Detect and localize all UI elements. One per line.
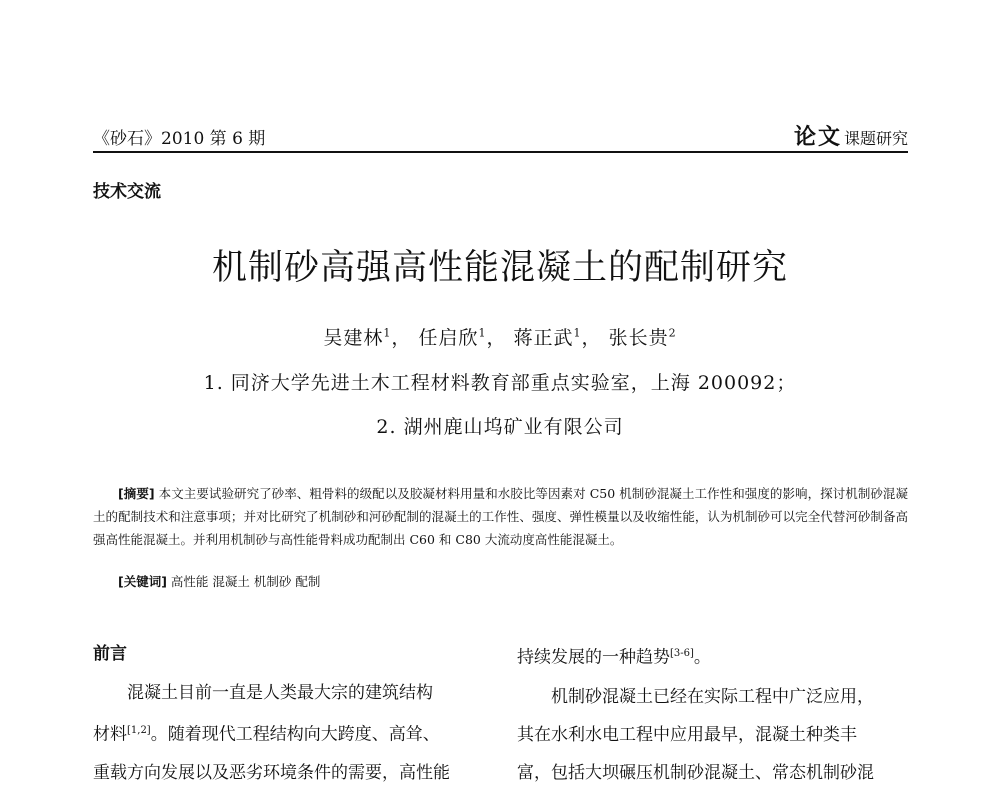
journal-issue: 《砂石》2010 第 6 期 (93, 129, 266, 149)
author-name: 张长贵 (608, 327, 669, 349)
body-column-left (93, 640, 488, 792)
section-heading-preface: 前言 (93, 644, 127, 664)
body-line: 混凝土目前一直是人类最大宗的建筑结构 (127, 683, 433, 703)
body-line: 重载方向发展以及恶劣环境条件的需要，高性能 (93, 762, 450, 783)
section-label: 技术交流 (93, 182, 161, 202)
column-tag (794, 120, 908, 151)
paper-title: 机制砂高强高性能混凝土的配制研究 (211, 248, 788, 288)
citation-ref: [1,2] (127, 725, 151, 736)
header-rule (93, 151, 908, 153)
affiliation-1: 1. 同济大学先进土木工程材料教育部重点实验室，上海 200092； (203, 372, 797, 394)
running-header (93, 120, 908, 154)
body-text: 。 (693, 647, 711, 668)
body-line (517, 640, 912, 672)
abstract-label: [摘要] (118, 486, 155, 501)
abstract (93, 482, 908, 551)
author-affil-mark: 2 (668, 326, 677, 340)
author-name: 吴建林 (323, 327, 384, 349)
body-text: 持续发展的一种趋势 (517, 647, 670, 668)
author-list: 吴建林$^1$， 任启欣$^1$， 蒋正武$^1$， 张长贵$^2$ (323, 326, 677, 349)
author-affil-mark: 1 (383, 326, 392, 340)
author-name: 蒋正武 (513, 327, 574, 349)
body-line: 其在水利水电工程中应用最早，混凝土种类丰 (517, 724, 857, 745)
body-line: 机制砂混凝土已经在实际工程中广泛应用， (551, 686, 874, 707)
abstract-text: 本文主要试验研究了砂率、粗骨料的级配以及胶凝材料用量和水胶比等因素对 C50 机制砂混凝土工作性和强度的影响，探讨机制砂混凝土的配制技术和注意事项；并对比研究了机制砂和河砂配制的混凝土的工作性、强度、弹性模量以及收缩性能，认为机制砂可以完全代替河砂制备高强高性能混凝土。并利用机制砂与高性能骨料成功配制出 C60 和 C80 大流动度高性能混凝土。 (93, 486, 908, 547)
body-column-right (517, 640, 912, 792)
column-tag-sub: 课题研究 (843, 129, 908, 148)
keywords-label: [关键词] (118, 574, 167, 589)
keywords (93, 572, 908, 590)
author-name: 任启欣 (418, 327, 479, 349)
body-line: 富，包括大坝碾压机制砂混凝土、常态机制砂混 (517, 762, 874, 783)
author-affil-mark: 1 (573, 326, 582, 340)
body-line (93, 712, 488, 754)
citation-ref: [3-6] (670, 648, 694, 659)
affiliation-2: 2. 湖州鹿山坞矿业有限公司 (376, 416, 624, 438)
author-affil-mark: 1 (478, 326, 487, 340)
keywords-text: 高性能 混凝土 机制砂 配制 (170, 574, 321, 589)
body-text: 。随着现代工程结构向大跨度、高耸、 (150, 724, 440, 745)
column-tag-main: 论文 (793, 124, 842, 150)
body-text: 材料 (93, 724, 127, 745)
